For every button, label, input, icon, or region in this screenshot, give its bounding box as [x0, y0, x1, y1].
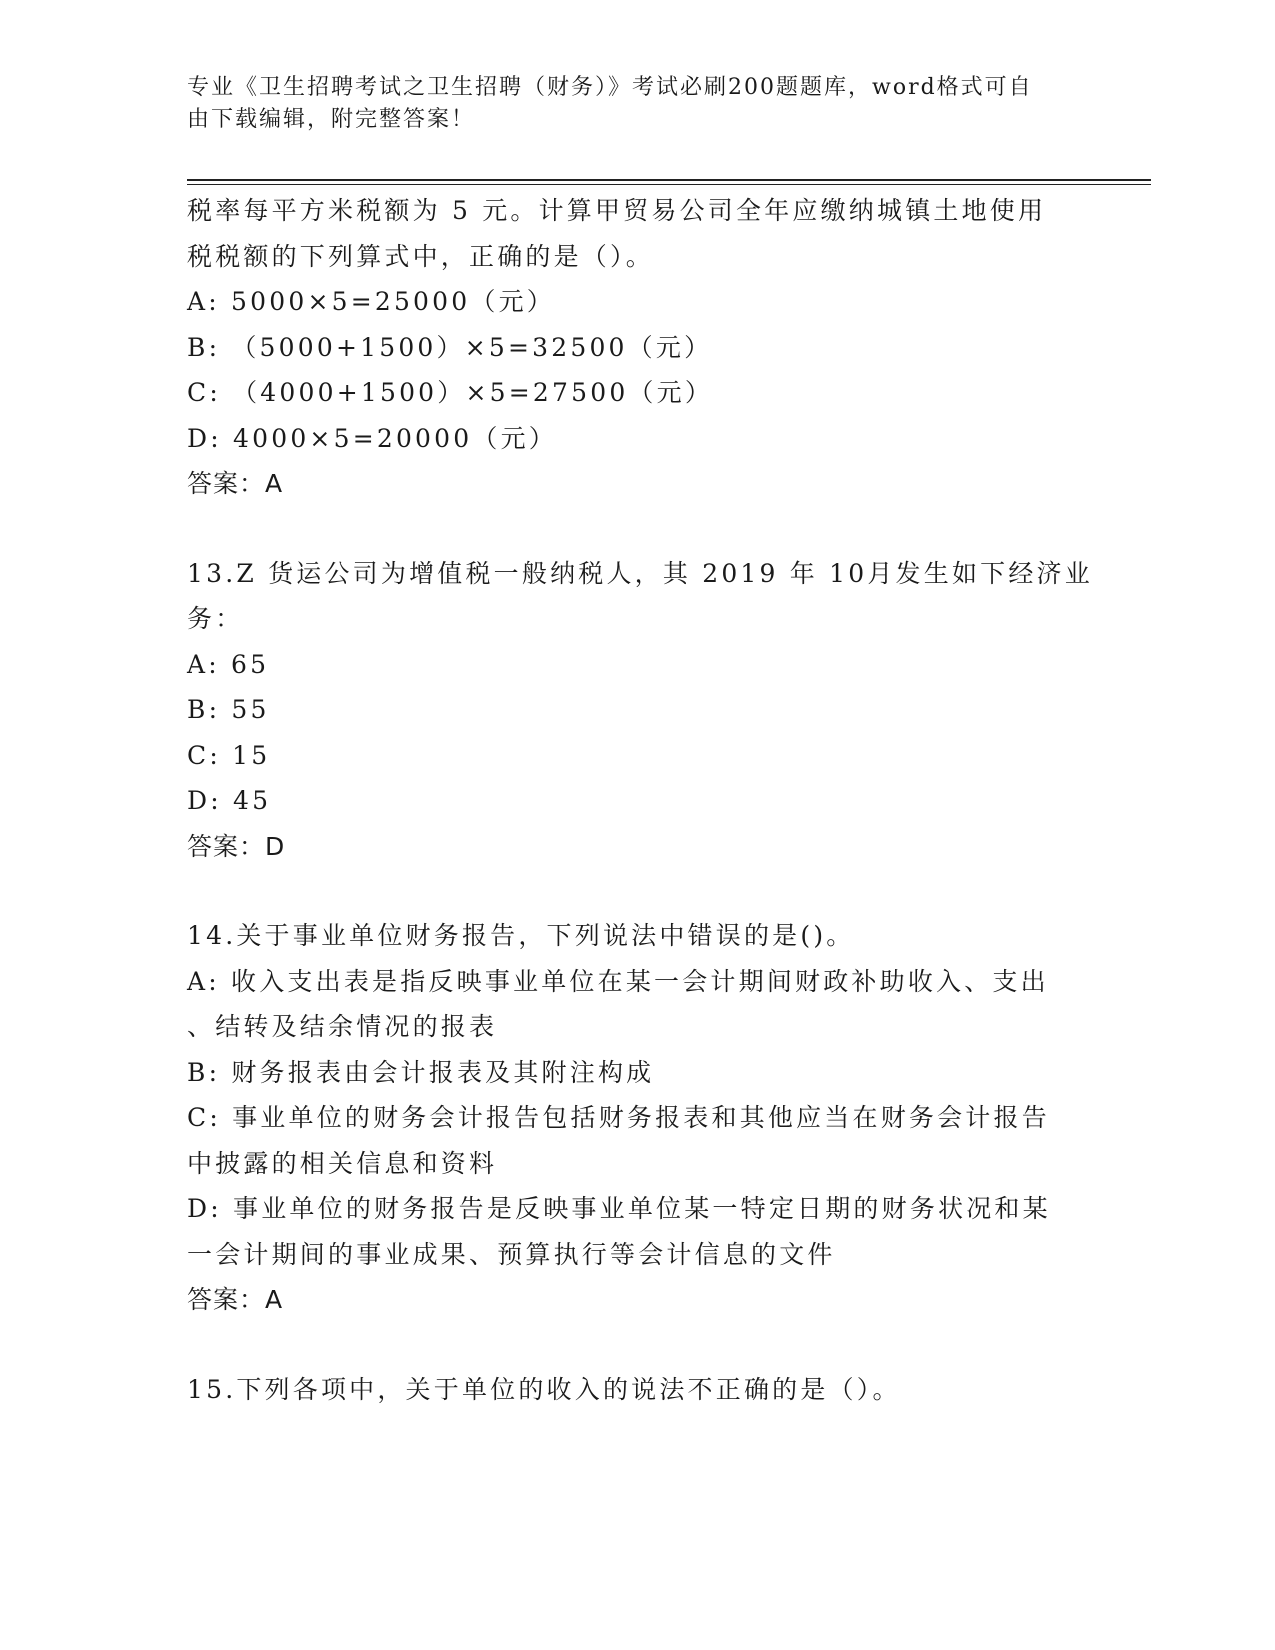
- question-12-option-c: C: （4000+1500）×5=27500（元）: [187, 378, 714, 407]
- question-15-stem: 15.下列各项中，关于单位的收入的说法不正确的是（）。: [187, 1374, 901, 1404]
- question-13-option-b: B: 55: [187, 695, 270, 724]
- question-14-stem: 14.关于事业单位财务报告，下列说法中错误的是()。: [187, 921, 855, 950]
- question-12-stem-line-1: 税率每平方米税额为 5 元。计算甲贸易公司全年应缴纳城镇土地使用: [187, 196, 1047, 225]
- question-14-option-c-line-1: C: 事业单位的财务会计报告包括财务报表和其他应当在财务会计报告: [187, 1103, 1050, 1132]
- header-divider-thick: [187, 179, 1151, 181]
- question-14-option-a-line-1: A: 收入支出表是指反映事业单位在某一会计期间财政补助收入、支出: [187, 966, 1049, 996]
- question-12-option-b: B: （5000+1500）×5=32500（元）: [187, 332, 713, 362]
- question-13: [187, 551, 1093, 870]
- header-line-2: 由下载编辑，附完整答案！: [187, 107, 476, 132]
- question-12-stem-line-2: 税税额的下列算式中，正确的是（）。: [187, 241, 654, 271]
- question-12: [187, 188, 1087, 507]
- header-line-1: 专业《卫生招聘考试之卫生招聘（财务）》考试必刷200题题库，word格式可自: [187, 75, 1033, 100]
- question-12-option-a: A: 5000×5=25000（元）: [187, 287, 555, 316]
- header-divider-thin: [187, 184, 1151, 185]
- document-body: [187, 188, 1093, 1412]
- question-14-option-a-line-2: 、结转及结余情况的报表: [187, 1012, 498, 1041]
- spacer: [187, 1323, 1087, 1367]
- question-14: [187, 913, 1087, 1323]
- question-12-answer: 答案：A: [187, 469, 284, 498]
- question-14-answer: 答案：A: [187, 1285, 284, 1314]
- question-13-option-c: C: 15: [187, 740, 271, 770]
- question-13-answer: 答案：D: [187, 831, 286, 861]
- question-14-option-d-line-2: 一会计期间的事业成果、预算执行等会计信息的文件: [187, 1239, 836, 1269]
- question-13-option-d: D: 45: [187, 786, 272, 815]
- question-14-option-d-line-1: D: 事业单位的财务报告是反映事业单位某一特定日期的财务状况和某: [187, 1194, 1051, 1223]
- page-header: [187, 72, 1067, 136]
- spacer: [187, 507, 1087, 551]
- question-15: [187, 1367, 1087, 1413]
- question-12-option-d: D: 4000×5=20000（元）: [187, 423, 557, 453]
- question-14-option-c-line-2: 中披露的相关信息和资料: [187, 1148, 498, 1178]
- question-13-stem-line-2: 务：: [187, 604, 244, 633]
- question-13-option-a: A: 65: [187, 649, 270, 679]
- question-14-option-b: B: 财务报表由会计报表及其附注构成: [187, 1057, 655, 1087]
- spacer: [187, 869, 1087, 913]
- question-13-stem-line-1: 13.Z 货运公司为增值税一般纳税人，其 2019 年 10月发生如下经济业: [187, 558, 1093, 588]
